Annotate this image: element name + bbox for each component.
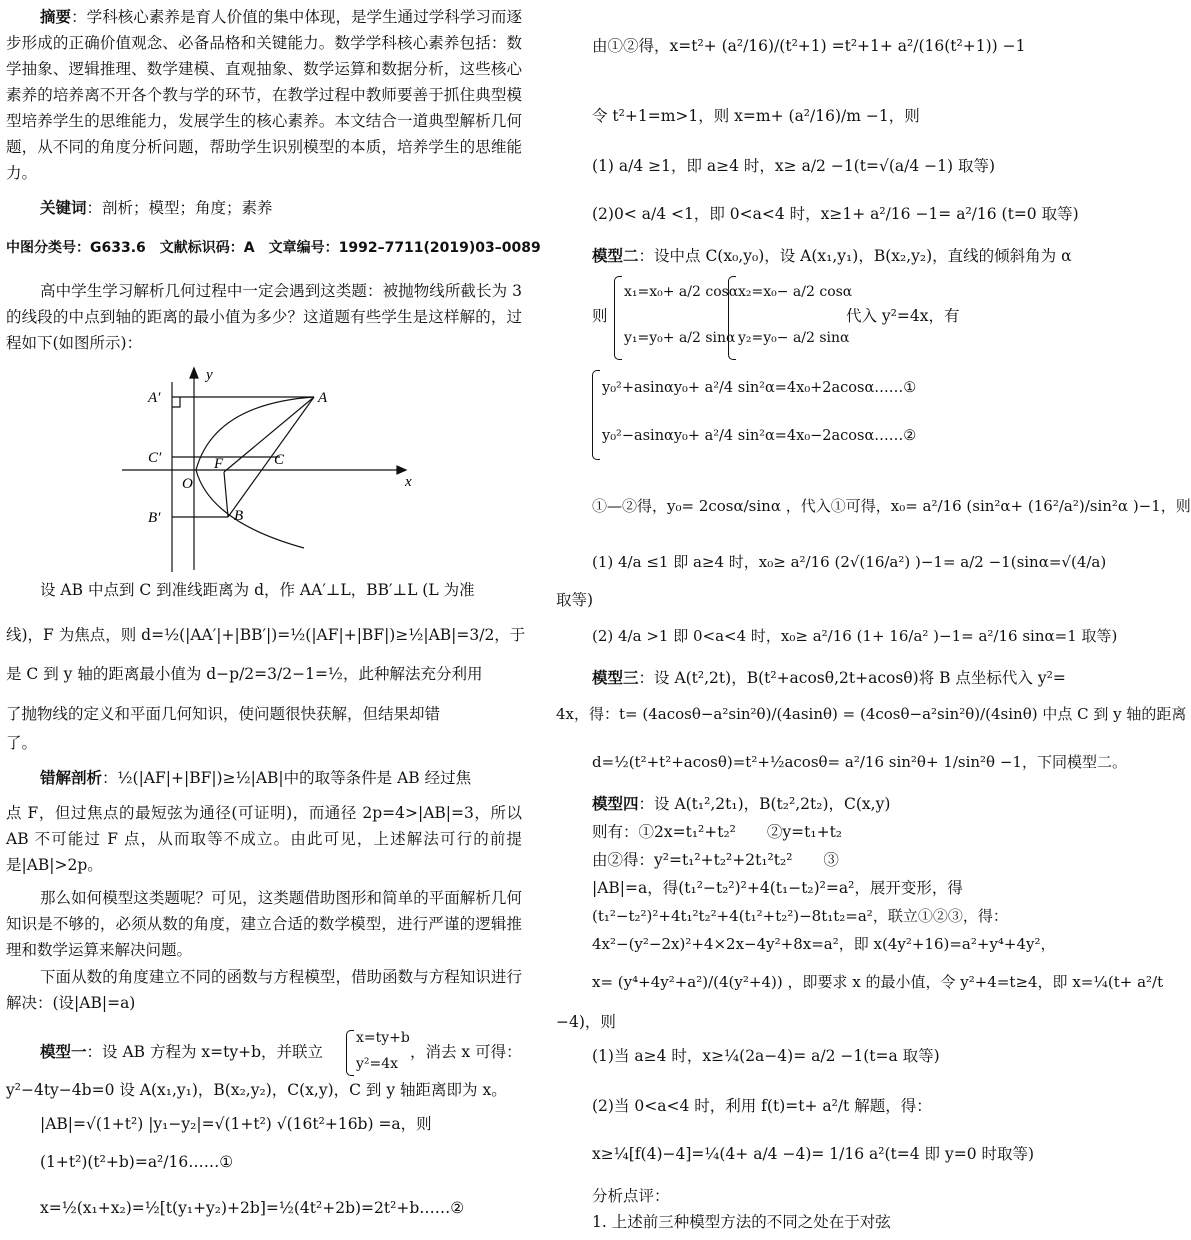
intro-paragraph: 高中学生学习解析几何过程中一定会遇到这类题：被抛物线所截长为 3 的线段的中点到轴的距离的最小值为多少？这道题有些学生是这样解的，过程如下(如图所示)： [6, 282, 522, 352]
label-x: x [405, 474, 412, 490]
model4-line-3: 由②得：y²=t₁²+t₂²+2t₁²t₂² ③ [592, 851, 839, 869]
label-A: A [318, 390, 328, 406]
model2-sys-3: x₂=x₀− a/2 cosα [738, 284, 853, 300]
review-line-1: 1. 上述前三种模型方法的不同之处在于对弦 [592, 1213, 891, 1231]
model4-line-6: 4x²−(y²−2x)²+4×2x−4y²+8x=a²，即 x(4y²+16)=a²+y⁴+4y²， [592, 935, 1056, 953]
solution-line-1: 设 AB 中点到 C 到准线距离为 d，作 AA′⊥L，BB′⊥L (L 为准 [40, 581, 475, 599]
solution-line-5: 了。 [6, 734, 38, 752]
model4-label: 模型四 [592, 795, 639, 813]
label-C: C [274, 452, 285, 468]
segment-FB [224, 472, 228, 517]
model2-label: 模型二 [592, 247, 639, 265]
label-y: y [206, 367, 213, 383]
error-analysis-line-1: 错解剖析：½(|AF|+|BF|)≥½|AB|中的取等条件是 AB 经过焦 [40, 769, 472, 787]
model1-label: 模型一 [40, 1043, 87, 1061]
model4-line-1: 模型四：设 A(t₁²,2t₁)，B(t₂²,2t₂)，C(x,y) [592, 795, 891, 813]
model2-line-4: 取等) [556, 591, 594, 609]
model4-line-5: (t₁²−t₂²)²+4t₁²t₂²+4(t₁²+t₂²)−8t₁t₂=a²，联立①②③，得： [592, 907, 1008, 925]
model3-line-3: d=½(t²+t²+acosθ)=t²+½acosθ= a²/16 sin²θ+ 1/sin²θ −1，下同模型二。 [592, 753, 1127, 771]
error-analysis-label: 错解剖析 [40, 769, 103, 787]
model1-line-5: x=½(x₁+x₂)=½[t(y₁+y₂)+2b]=½(4t²+2b)=2t²+b……② [40, 1199, 465, 1217]
model2-line-1: 模型二：设中点 C(x₀,y₀)，设 A(x₁,y₁)，B(x₂,y₂)，直线的倾斜角为 α [592, 247, 1072, 265]
model1-system-eq1: x=ty+b [356, 1030, 410, 1046]
label-C1: C′ [148, 450, 162, 466]
keywords: 关键词：剖析；模型；角度；素养 [40, 199, 273, 217]
label-A1: A′ [148, 390, 161, 406]
model2-brace-1 [614, 276, 622, 360]
error-analysis-body: 点 F，但过焦点的最短弦为通径(可证明)，而通径 2p=4>|AB|=3，所以 AB 不可能过 F 点，从而取等不成立。由此可见，上述解法可行的前提是|AB|>2p。 [6, 804, 522, 874]
model4-line-11: x≥¼[f(4)−4]=¼(4+ a/4 −4)= 1/16 a²(t=4 即 y=0 时取等) [592, 1145, 1035, 1163]
label-B: B [234, 508, 244, 524]
model3-line-2: 4x，得：t= (4acosθ−a²sin²θ)/(4asinθ) = (4cosθ−a²sin²θ)/(4sinθ) 中点 C 到 y 轴的距离 [556, 705, 1187, 723]
label-B1: B′ [148, 510, 161, 526]
model4-line-2: 则有：①2x=t₁²+t₂² ②y=t₁+t₂ [592, 823, 843, 841]
model2-sys-4: y₂=y₀− a/2 sinα [738, 330, 850, 346]
solution-line-4: 了抛物线的定义和平面几何知识，使问题很快获解，但结果却错 [6, 705, 441, 723]
model2-brace-2 [728, 276, 736, 360]
right-eq-3: (1) a/4 ≥1，即 a≥4 时，x≥ a/2 −1(t=√(a/4 −1) 取等) [592, 157, 995, 175]
model2-sys-2: y₁=y₀+ a/2 sinα [624, 330, 736, 346]
model2-eq-1: y₀²+asinαy₀+ a²/4 sin²α=4x₀+2acosα……① [602, 380, 917, 396]
solution-line-2: 线)，F 为焦点，则 d=½(|AA′|+|BB′|)=½(|AF|+|BF|)≥½|AB|=3/2，于 [6, 626, 526, 644]
right-eq-4: (2)0< a/4 <1，即 0<a<4 时，x≥1+ a²/16 −1= a²/16 (t=0 取等) [592, 205, 1079, 223]
model2-line-2: ①—②得，y₀= 2cosα/sinα ，代入①可得，x₀= a²/16 (sin²α+ (16²/a²)/sin²α )−1，则 [592, 497, 1191, 515]
model2-line-5: (2) 4/a >1 即 0<a<4 时，x₀≥ a²/16 (1+ 16/a² )−1= a²/16 sinα=1 取等) [592, 627, 1118, 645]
right-eq-2: 令 t²+1=m>1，则 x=m+ (a²/16)/m −1，则 [592, 107, 920, 125]
review-title: 分析点评： [592, 1187, 670, 1205]
x-axis-arrow [397, 466, 406, 474]
model3-label: 模型三 [592, 669, 639, 687]
model4-line-4: |AB|=a，得(t₁²−t₂²)²+4(t₁−t₂)²=a²，展开变形，得 [592, 879, 963, 897]
abstract-label: 摘要 [40, 8, 72, 26]
classification-line: 中图分类号：G633.6 文献标识码：A 文章编号：1992–7711(2019)03–0089 [6, 240, 541, 256]
label-O: O [182, 476, 193, 492]
solution-line-3: 是 C 到 y 轴的距离最小值为 d−p/2=3/2−1=½，此种解法充分利用 [6, 665, 483, 683]
model4-line-7: x= (y⁴+4y²+a²)/(4(y²+4)) ，即要求 x 的最小值，令 y²+4=t≥4，即 x=¼(t+ a²/t [592, 973, 1164, 991]
model1-system-eq2: y²=4x [356, 1056, 399, 1072]
model4-line-9: (1)当 a≥4 时，x≥¼(2a−4)= a/2 −1(t=a 取等) [592, 1047, 940, 1065]
model2-brace-3 [592, 370, 600, 460]
right-angle-mark [172, 397, 180, 407]
parabola-curve [196, 397, 314, 548]
model1-line-1: 模型一：设 AB 方程为 x=ty+b，并联立 [40, 1043, 324, 1061]
modeling-paragraph: 那么如何模型这类题呢？可见，这类题借助图形和简单的平面解析几何知识是不够的，必须从数的角度，建立合适的数学模型，进行严谨的逻辑推理和数学运算来解决问题。 [6, 889, 522, 959]
right-eq-1: 由①②得，x=t²+ (a²/16)/(t²+1) =t²+1+ a²/(16(t²+1)) −1 [592, 37, 1026, 55]
model1-line-2: y²−4ty−4b=0 设 A(x₁,y₁)，B(x₂,y₂)，C(x,y)，C 到 y 轴距离即为 x。 [6, 1081, 507, 1099]
abstract: 摘要：学科核心素养是育人价值的集中体现，是学生通过学科学习而逐步形成的正确价值观念、必备品格和关键能力。数学学科核心素养包括：数学抽象、逻辑推理、数学建模、直观抽象、数学运算和数据分析，这些核心素养的培养离不开各个教与学的环节，在教学过程中教师要善于抓住典型模型培养学生的思维能力，发展学生的核心素养。本文结合一道典型解析几何题，从不同的角度分析问题，帮助学生识别模型的本质，培养学生的思维能力。 [6, 8, 522, 182]
model4-line-10: (2)当 0<a<4 时，利用 f(t)=t+ a²/t 解题，得： [592, 1097, 932, 1115]
model1-line-3: |AB|=√(1+t²) |y₁−y₂|=√(1+t²) √(16t²+16b) =a，则 [40, 1115, 432, 1133]
model2-then: 则 [592, 307, 608, 325]
approach-paragraph: 下面从数的角度建立不同的函数与方程模型，借助函数与方程知识进行解决：(设|AB|=a) [6, 968, 522, 1012]
model1-line-4: (1+t²)(t²+b)=a²/16……① [40, 1153, 234, 1171]
model1-line-1-end: ，消去 x 可得： [410, 1043, 522, 1061]
model4-line-8: −4)，则 [556, 1013, 616, 1031]
model2-eq-2: y₀²−asinαy₀+ a²/4 sin²α=4x₀−2acosα……② [602, 428, 917, 444]
model2-substitute: 代入 y²=4x，有 [846, 307, 960, 325]
y-axis-arrow [190, 368, 198, 378]
model3-line-1: 模型三：设 A(t²,2t)，B(t²+acosθ,2t+acosθ)将 B 点坐标代入 y²= [592, 669, 1066, 687]
label-F: F [214, 456, 224, 472]
model1-system-brace [346, 1030, 354, 1076]
model2-line-3: (1) 4/a ≤1 即 a≥4 时，x₀≥ a²/16 (2√(16/a²) )−1= a/2 −1(sinα=√(4/a) [592, 553, 1107, 571]
parabola-figure [114, 362, 414, 574]
model2-sys-1: x₁=x₀+ a/2 cosα [624, 284, 739, 300]
